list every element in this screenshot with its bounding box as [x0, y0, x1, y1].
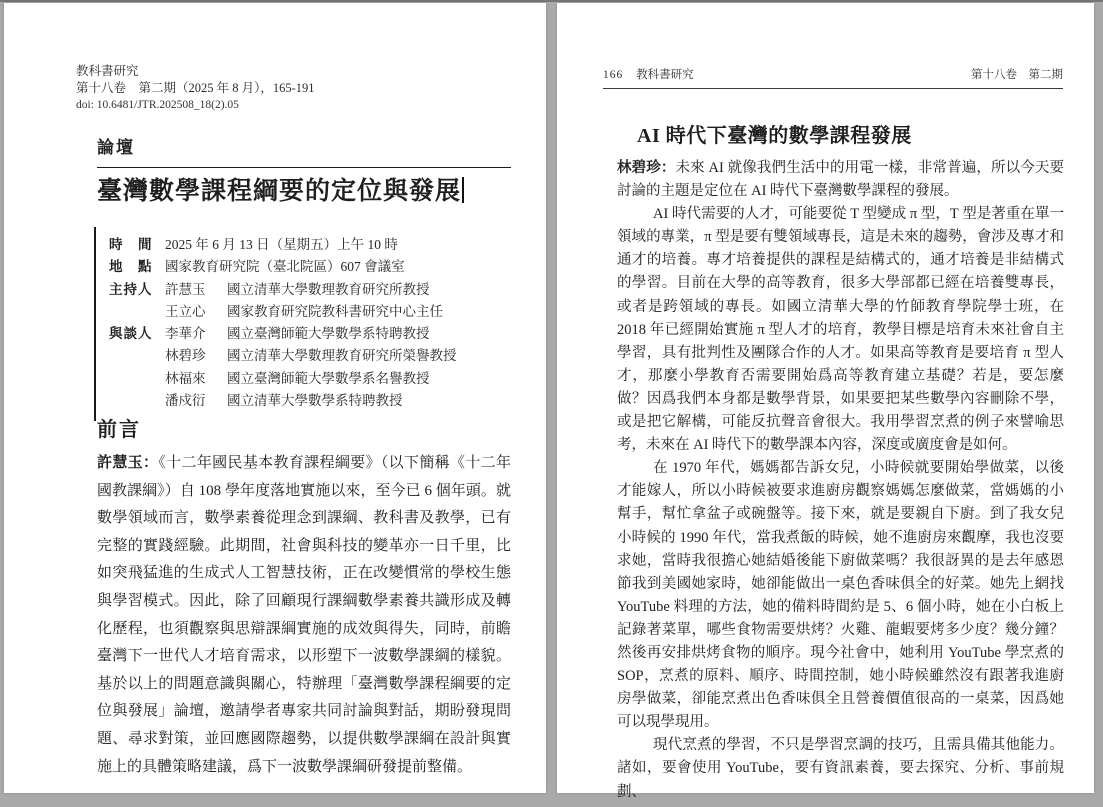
meta-value: 2025 年 6 月 13 日（星期五）上午 10 時 — [165, 237, 398, 252]
document-page-right — [557, 3, 1094, 800]
journal-title: 教科書研究 — [76, 64, 139, 78]
body-paragraph: AI 時代需要的人才，可能要從 T 型變成 π 型，T 型是著重在單一領域的專業，π 型是要有雙領域專長，這是未來的趨勢，會涉及專才和通才的培養。專才培養提供的課程是結構式的，通才培養是非結構式的學習。目前在大學的高等教育，很多大學部都已經在培養雙專長，或者是跨領域的專長。如國立清華大學的竹師教育學院學士班，在 2018 年已經開始實施 π 型人才的培育，教學目標是培育未來社會自主學習，具有批判性及團隊合作的人才。如果高等教育是要培育 π 型人才，那麼小學教育否需要開始爲高等教育建立基礎？若是，要怎麼做？因爲我們本身都是數學背景，如果要把某些數學內容刪除不學，或是把它解構，可能反抗聲音會很大。我用學習烹煮的例子來譬喻思考，未來在 AI 時代下的數學課本內容，深度或廣度會是如何。 — [617, 206, 1064, 454]
participant-name: 許慧玉 — [165, 281, 206, 297]
participant-name: 林碧珍 — [165, 348, 206, 364]
participant-name: 李華介 — [165, 326, 206, 342]
window-top-edge — [0, 0, 1103, 2]
preface-text: 《十二年國民基本教育課程綱要》（以下簡稱《十二年國教課綱》）自 108 學年度落地實施以來，至今已 6 個年頭。就數學領域而言，數學素養從理念到課綱、教科書及教學，已有完整的實踐經驗。此期間，社會與科技的變革亦一日千里，比如突飛猛進的生成式人工智慧技術，正在改變慣常的學校生態與學習模式。因此，除了回顧現行課綱數學素養共識形成及轉化歷程，也須觀察與思辯課綱實施的成效與得失，同時，前瞻臺灣下一世代人才培育需求，以形塑下一波數學課綱的樣貌。基於以上的問題意識與關心，特辦理「臺灣數學課程綱要的定位與發展」論壇，邀請學者專家共同討論與對話，期盼發現問題、尋求對策，並回應國際趨勢，以提供數學課綱在設計與實施上的具體策略建議，爲下一波數學課綱研發提前整備。 — [97, 455, 511, 775]
meta-value: 國立清華大學數學系特聘教授 — [227, 393, 403, 409]
meta-label: 主持人 — [109, 281, 153, 297]
section-label: 論壇 — [97, 138, 135, 157]
running-head-left — [603, 66, 694, 82]
speaker-name: 林碧珍： — [617, 160, 676, 176]
participant-name: 林福來 — [165, 370, 206, 386]
meta-value: 國立臺灣師範大學數學系名譽教授 — [227, 370, 430, 386]
doi-line: doi: 10.6481/JTR.202508_18(2).05 — [76, 99, 239, 111]
participant-name: 潘戍衍 — [165, 393, 206, 409]
meta-value: 國家教育研究院（臺北院區）607 會議室 — [165, 259, 405, 275]
body-paragraph: 林碧珍：未來 AI 就像我們生活中的用電一樣，非常普遍，所以今天要討論的主題是定位在 AI 時代下臺灣數學課程的發展。 — [617, 160, 1064, 200]
meta-row — [109, 279, 514, 301]
meta-label — [109, 368, 165, 390]
preface-paragraph — [97, 450, 511, 781]
text-cursor-artifact — [462, 177, 464, 203]
section-title: AI 時代下臺灣的數學課程發展 — [637, 125, 912, 147]
article-title-text: 臺灣數學課程綱要的定位與發展 — [97, 178, 462, 205]
meta-row — [109, 301, 514, 323]
meta-row — [109, 390, 514, 412]
page-number: 166 — [603, 69, 624, 81]
journal-issue-line: 第十八卷 第二期（2025 年 8 月），165-191 — [76, 81, 315, 95]
body-paragraph: 在 1970 年代，媽媽都告訴女兒，小時候就要開始學做菜，以後才能嫁人，所以小時候被要求進廚房觀察媽媽怎麼做菜，當媽媽的小幫手，幫忙拿盆子或碗盤等。接下來，就是要親自下廚。到了我女兒小時候的 1990 年代，當我煮飯的時候，她不進廚房來觀摩，我也沒要求她，當時我很擔心她結婚後能下廚做菜嗎？我很訝異的是去年感恩節我到美國她家時，她卻能做出一桌色香味俱全的好菜。她先上網找 YouTube 料理的方法，她的備料時間約是 5、6 個小時，她在小白板上記錄著菜單，哪些食物需要烘烤？火雞、龍蝦要烤多少度？幾分鐘？然後再安排烘烤食物的順序。現今社會中，她利用 YouTube 學烹煮的 SOP，烹煮的原料、順序、時間控制，她小時候雖然沒有跟著我進廚房學做菜，卻能烹煮出色香味俱全且營養價值很高的一桌菜，因爲她可以現學現用。 — [617, 460, 1064, 731]
forum-meta-block — [94, 227, 514, 421]
meta-label: 時 間 — [109, 237, 153, 252]
body-paragraph: 現代烹煮的學習，不只是學習烹調的技巧，且需具備其他能力。諸如，要會使用 YouTube，要有資訊素養，要去探究、分析、事前規劃、 — [617, 737, 1064, 800]
meta-label: 與談人 — [109, 326, 153, 342]
meta-value: 國家教育研究院教科書研究中心主任 — [227, 303, 443, 319]
journal-header-block — [76, 63, 315, 114]
meta-label: 地 點 — [109, 259, 153, 275]
preface-heading: 前言 — [97, 419, 141, 441]
running-journal-title: 教科書研究 — [636, 69, 694, 81]
meta-label — [109, 390, 165, 412]
body-text-block — [617, 157, 1064, 804]
document-page-left — [4, 3, 546, 793]
meta-label — [109, 301, 165, 323]
running-head-issue: 第十八卷 第二期 — [971, 69, 1063, 81]
speaker-name: 許慧玉： — [97, 455, 159, 471]
meta-value: 國立清華大學數理教育研究所教授 — [227, 281, 430, 297]
running-head — [603, 66, 1063, 89]
meta-row — [109, 256, 514, 278]
meta-label — [109, 345, 165, 367]
meta-row — [109, 368, 514, 390]
meta-row — [109, 345, 514, 367]
participant-name: 王立心 — [165, 303, 206, 319]
meta-value: 國立清華大學數理教育研究所榮譽教授 — [227, 348, 457, 364]
meta-row — [109, 323, 514, 345]
meta-value: 國立臺灣師範大學數學系特聘教授 — [227, 326, 430, 342]
article-title — [97, 171, 527, 207]
meta-row — [109, 234, 514, 256]
section-label-rule — [97, 133, 511, 168]
